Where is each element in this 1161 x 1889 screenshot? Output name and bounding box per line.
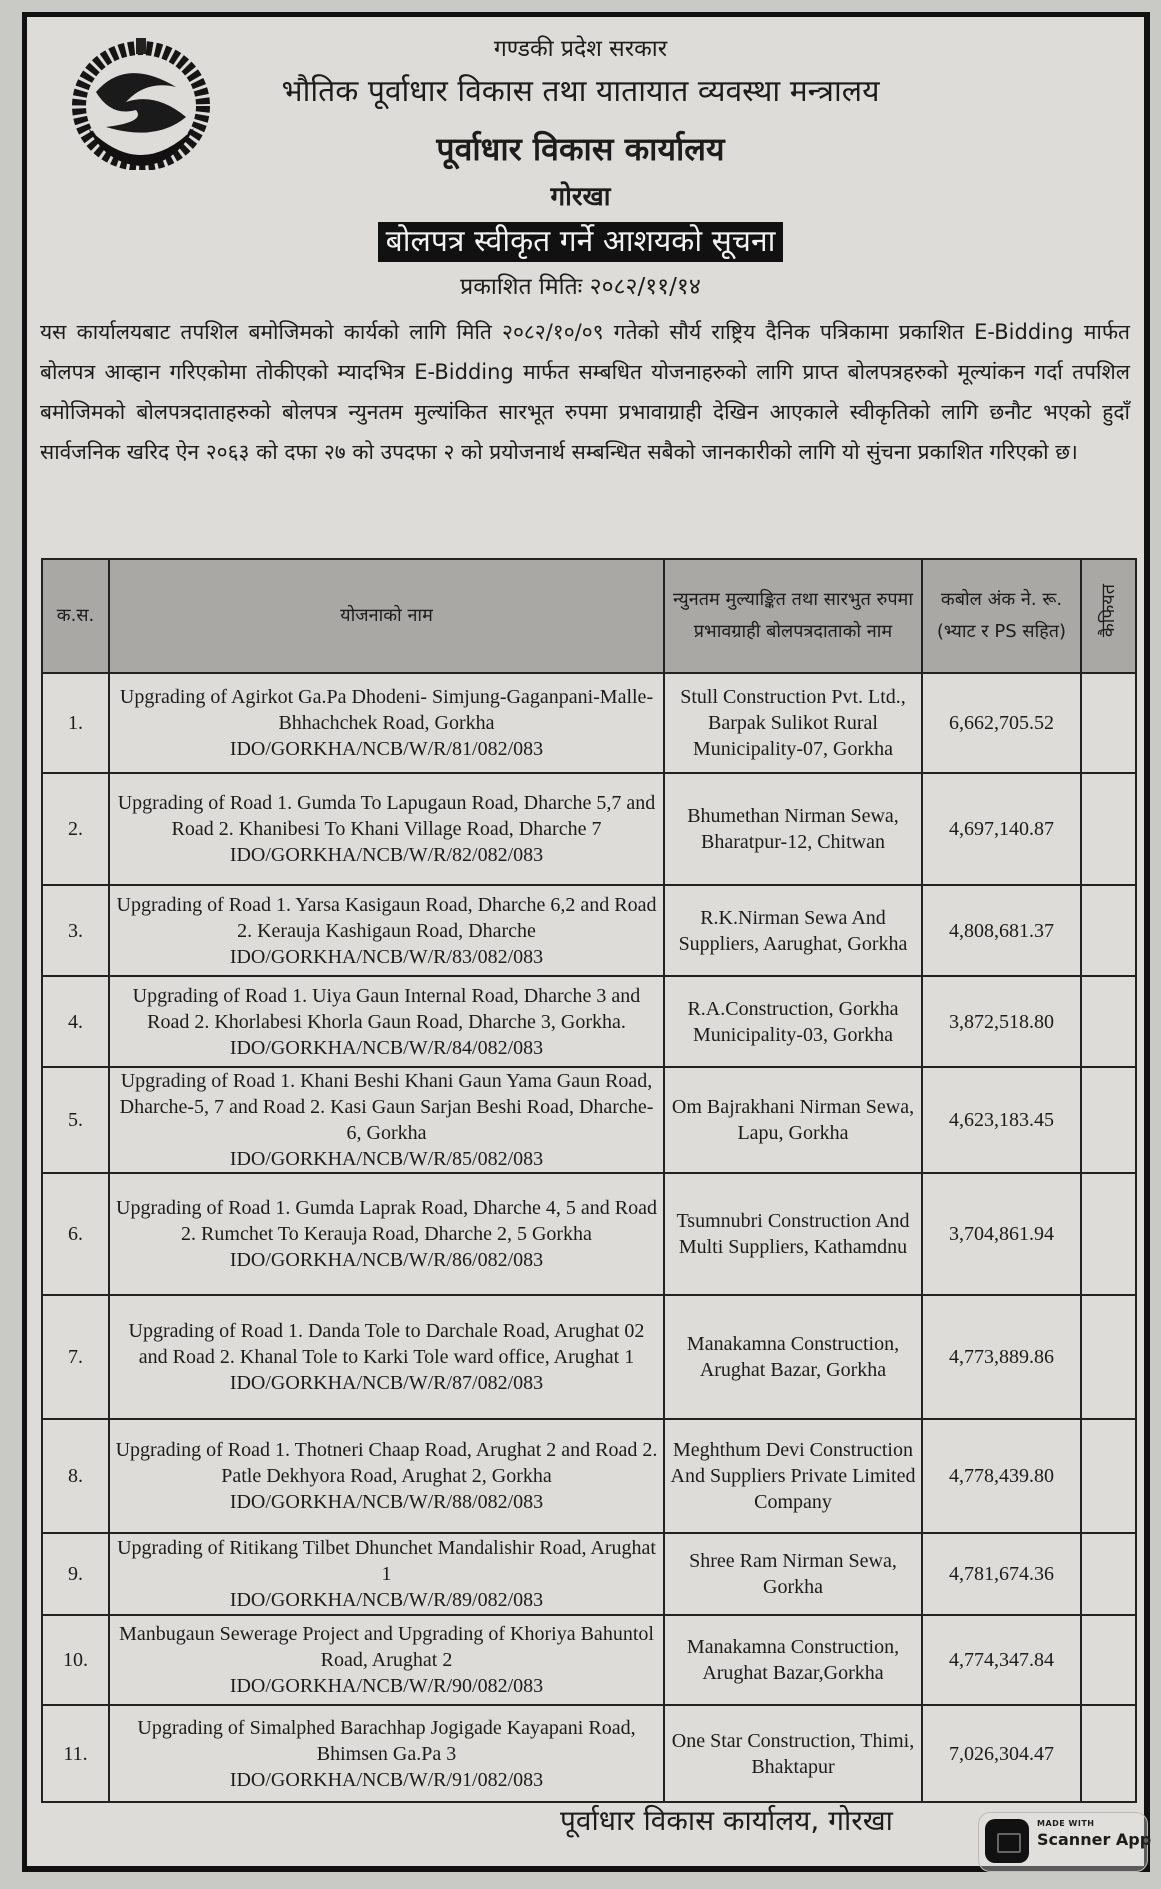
awarded-bids-table [41, 558, 1137, 1803]
project-name: Upgrading of Simalphed Barachhap Jogigade Kayapani Road, Bhimsen Ga.Pa 3 [137, 1716, 636, 1765]
published-date: प्रकाशित मितिः २०८२/११/१४ [460, 274, 701, 300]
project-cell [109, 1173, 664, 1295]
table-row [42, 773, 1136, 885]
project-name: Upgrading of Road 1. Uiya Gaun Internal Road, Dharche 3 and Road 2. Khorlabesi Khorla Gaun Road, Dharche 3, Gorkha. [132, 984, 641, 1033]
project-cell [109, 1615, 664, 1705]
notice-title: बोलपत्र स्वीकृत गर्ने आशयको सूचना [378, 222, 784, 262]
project-cell [109, 976, 664, 1067]
serial-cell: 5. [42, 1067, 109, 1173]
tender-reference: IDO/GORKHA/NCB/W/R/85/082/083 [229, 1148, 544, 1170]
bidder-cell: Manakamna Construction, Arughat Bazar,Gorkha [664, 1615, 922, 1705]
district-name: गोरखा [550, 182, 611, 212]
bidder-cell: Om Bajrakhani Nirman Sewa, Lapu, Gorkha [664, 1067, 922, 1173]
project-cell [109, 1419, 664, 1533]
col-header-bidder-name: न्युनतम मुल्याङ्कित तथा सारभुत रुपमा प्रभावग्राही बोलपत्रदाताको नाम [664, 559, 922, 673]
col-header-bid-amount: कबोल अंक ने. रू. (भ्याट र PS सहित) [922, 559, 1081, 673]
notice-body-text: यस कार्यालयबाट तपशिल बमोजिमको कार्यको लागि मिति २०८२/१०/०९ गतेको सौर्य राष्ट्रिय दैनिक पत्रिकामा प्रकाशित E-Bidding मार्फत बोलपत्र आव्हान गरिएकोमा तोकीएको म्यादभित्र E-Bidding मार्फत सम्बधित योजनाहरुको लागि प्राप्त बोलपत्रहरुको मूल्यांकन गर्दा तपशिल बमोजिमको बोलपत्रदाताहरुको बोलपत्र न्युनतम मुल्यांकित सारभूत रुपमा प्रभावाग्राही देखिन आएकाले स्वीकृतिको लागि छनौट भएको हुदाँ सार्वजनिक खरिद ऐन २०६३ को दफा २७ को उपदफा २ को प्रयोजनार्थ सम्बन्धित सबैको जानकारीको लागि यो सुंचना प्रकाशित गरिएको छ। [40, 320, 1130, 464]
project-name: Manbugaun Sewerage Project and Upgrading of Khoriya Bahuntol Road, Arughat 2 [119, 1623, 654, 1671]
serial-cell: 7. [42, 1295, 109, 1419]
scanner-app-icon [985, 1819, 1029, 1863]
project-name: Upgrading of Ritikang Tilbet Dhunchet Mandalishir Road, Arughat 1 [117, 1537, 656, 1585]
project-name: Upgrading of Road 1. Gumda Laprak Road, Dharche 4, 5 and Road 2. Rumchet To Kerauja Road, Dharche 2, 5 Gorkha [116, 1197, 657, 1245]
project-cell [109, 1705, 664, 1802]
remarks-label: कैफियत [1097, 583, 1119, 638]
serial-cell: 1. [42, 673, 109, 773]
amount-cell: 3,872,518.80 [922, 976, 1081, 1067]
tender-reference: IDO/GORKHA/NCB/W/R/91/082/083 [229, 1768, 544, 1791]
table-header-row [42, 559, 1136, 673]
table-row [42, 1533, 1136, 1615]
tender-reference: IDO/GORKHA/NCB/W/R/89/082/083 [229, 1589, 544, 1611]
table-row [42, 1705, 1136, 1802]
serial-cell: 8. [42, 1419, 109, 1533]
project-cell [109, 885, 664, 976]
project-name: Upgrading of Road 1. Thotneri Chaap Road, Arughat 2 and Road 2. Patle Dekhyora Road, Arughat 2, Gorkha [115, 1439, 658, 1487]
project-cell [109, 673, 664, 773]
tender-reference: IDO/GORKHA/NCB/W/R/84/082/083 [229, 1036, 544, 1059]
watermark-made-with: MADE WITH [1037, 1819, 1095, 1828]
serial-cell: 10. [42, 1615, 109, 1705]
bidder-cell: Bhumethan Nirman Sewa, Bharatpur-12, Chitwan [664, 773, 922, 885]
project-cell [109, 1295, 664, 1419]
project-name: Upgrading of Road 1. Khani Beshi Khani Gaun Yama Gaun Road, Dharche-5, 7 and Road 2. Kasi Gaun Sarjan Beshi Road, Dharche-6, Gorkha [119, 1070, 654, 1144]
bidder-cell: Meghthum Devi Construction And Suppliers Private Limited Company [664, 1419, 922, 1533]
tender-reference: IDO/GORKHA/NCB/W/R/83/082/083 [229, 945, 544, 968]
scanner-app-watermark [978, 1812, 1152, 1872]
amount-cell: 4,808,681.37 [922, 885, 1081, 976]
ministry-name: भौतिक पूर्वाधार विकास तथा यातायात व्यवस्था मन्त्रालय [281, 74, 880, 109]
notice-title-wrap [0, 222, 1161, 262]
project-name: Upgrading of Road 1. Danda Tole to Darchale Road, Arughat 02 and Road 2. Khanal Tole to Karki Tole ward office, Arughat 1 [128, 1320, 645, 1368]
table-row [42, 1615, 1136, 1705]
project-name: Upgrading of Agirkot Ga.Pa Dhodeni- Simjung-Gaganpani-Malle-Bhhachchek Road, Gorkha [119, 686, 654, 734]
remarks-cell [1081, 1615, 1136, 1705]
amount-cell: 4,778,439.80 [922, 1419, 1081, 1533]
tender-reference: IDO/GORKHA/NCB/W/R/82/082/083 [229, 844, 544, 866]
table-row [42, 673, 1136, 773]
col-header-project-name: योजनाको नाम [109, 559, 664, 673]
amount-cell: 6,662,705.52 [922, 673, 1081, 773]
serial-cell: 11. [42, 1705, 109, 1802]
bidder-cell: R.A.Construction, Gorkha Municipality-03, Gorkha [664, 976, 922, 1067]
tender-reference: IDO/GORKHA/NCB/W/R/90/082/083 [229, 1675, 544, 1697]
remarks-cell [1081, 773, 1136, 885]
amount-cell: 4,774,347.84 [922, 1615, 1081, 1705]
remarks-cell [1081, 976, 1136, 1067]
bidder-cell: Shree Ram Nirman Sewa, Gorkha [664, 1533, 922, 1615]
amount-cell: 7,026,304.47 [922, 1705, 1081, 1802]
amount-cell: 4,781,674.36 [922, 1533, 1081, 1615]
amount-cell: 3,704,861.94 [922, 1173, 1081, 1295]
table-row [42, 976, 1136, 1067]
amount-cell: 4,623,183.45 [922, 1067, 1081, 1173]
remarks-cell [1081, 673, 1136, 773]
remarks-cell [1081, 1419, 1136, 1533]
remarks-cell [1081, 1295, 1136, 1419]
bidder-cell: Manakamna Construction, Arughat Bazar, Gorkha [664, 1295, 922, 1419]
watermark-app-name: Scanner App [1037, 1830, 1152, 1849]
signature-office: पूर्वाधार विकास कार्यालय, गोरखा [560, 1804, 893, 1837]
tender-reference: IDO/GORKHA/NCB/W/R/81/082/083 [229, 738, 544, 760]
table-row [42, 885, 1136, 976]
project-cell [109, 773, 664, 885]
project-name: Upgrading of Road 1. Gumda To Lapugaun Road, Dharche 5,7 and Road 2. Khanibesi To Khani Village Road, Dharche 7 [117, 792, 656, 840]
serial-cell: 4. [42, 976, 109, 1067]
table-row [42, 1173, 1136, 1295]
remarks-cell [1081, 1533, 1136, 1615]
bidder-cell: R.K.Nirman Sewa And Suppliers, Aarughat, Gorkha [664, 885, 922, 976]
remarks-cell [1081, 1705, 1136, 1802]
tender-reference: IDO/GORKHA/NCB/W/R/86/082/083 [229, 1249, 544, 1271]
amount-cell: 4,773,889.86 [922, 1295, 1081, 1419]
table-row [42, 1067, 1136, 1173]
serial-cell: 3. [42, 885, 109, 976]
project-cell [109, 1533, 664, 1615]
table-row [42, 1295, 1136, 1419]
bidder-cell: One Star Construction, Thimi, Bhaktapur [664, 1705, 922, 1802]
amount-cell: 4,697,140.87 [922, 773, 1081, 885]
tender-reference: IDO/GORKHA/NCB/W/R/87/082/083 [229, 1372, 544, 1394]
remarks-cell [1081, 1067, 1136, 1173]
remarks-cell [1081, 1173, 1136, 1295]
col-header-remarks [1081, 559, 1136, 673]
bidder-cell: Tsumnubri Construction And Multi Suppliers, Kathamdnu [664, 1173, 922, 1295]
office-name: पूर्वाधार विकास कार्यालय [436, 130, 725, 168]
table-row [42, 1419, 1136, 1533]
government-name: गण्डकी प्रदेश सरकार [493, 36, 668, 62]
tender-reference: IDO/GORKHA/NCB/W/R/88/082/083 [229, 1491, 544, 1513]
project-name: Upgrading of Road 1. Yarsa Kasigaun Road, Dharche 6,2 and Road 2. Kerauja Kashigaun Road, Dharche [116, 893, 657, 942]
serial-cell: 9. [42, 1533, 109, 1615]
project-cell [109, 1067, 664, 1173]
bidder-cell: Stull Construction Pvt. Ltd., Barpak Sulikot Rural Municipality-07, Gorkha [664, 673, 922, 773]
col-header-serial: क.स. [42, 559, 109, 673]
serial-cell: 2. [42, 773, 109, 885]
remarks-cell [1081, 885, 1136, 976]
serial-cell: 6. [42, 1173, 109, 1295]
